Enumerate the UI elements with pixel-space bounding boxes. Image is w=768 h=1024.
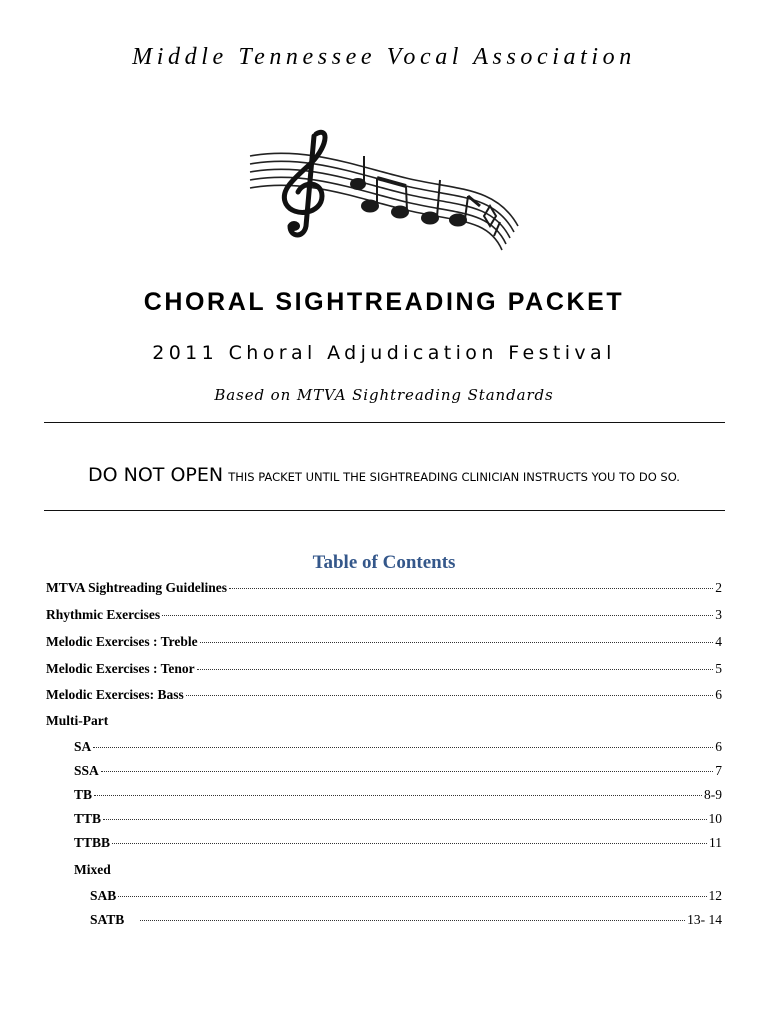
toc-entry[interactable] — [46, 607, 722, 623]
warning-notice — [0, 464, 768, 486]
packet-title: CHORAL SIGHTREADING PACKET — [143, 288, 625, 316]
toc-entry-page: 6 — [715, 687, 722, 702]
toc-entry[interactable] — [90, 888, 722, 904]
toc-entry-page: 7 — [715, 763, 722, 778]
toc-leader — [118, 896, 706, 897]
toc-leader — [140, 920, 685, 921]
toc-leader — [197, 669, 714, 670]
toc-entry-label: SA — [74, 739, 92, 754]
toc-entry[interactable] — [74, 835, 722, 851]
toc-entry-page: 10 — [708, 811, 722, 826]
festival-subtitle: 2011 Choral Adjudication Festival — [152, 342, 616, 364]
toc-entry[interactable] — [46, 661, 722, 677]
toc-leader — [200, 642, 714, 643]
toc-entry-label: TB — [74, 787, 93, 802]
toc-section-mixed: Mixed — [74, 862, 111, 877]
toc-entry-label: Melodic Exercises: Bass — [46, 687, 184, 702]
toc-entry-label: TTBB — [74, 835, 111, 850]
music-staff-treble-clef-icon — [246, 126, 526, 254]
toc-entry-page: 11 — [709, 835, 722, 850]
toc-entry[interactable] — [74, 787, 722, 803]
toc-entry[interactable] — [46, 634, 722, 650]
toc-leader — [186, 695, 714, 696]
toc-entry[interactable] — [46, 687, 722, 703]
divider-top — [44, 422, 725, 423]
toc-entry-page: 8-9 — [704, 787, 722, 802]
toc-leader — [94, 795, 702, 796]
toc-section-multipart: Multi-Part — [46, 713, 109, 728]
toc-entry[interactable] — [74, 763, 722, 779]
toc-leader — [229, 588, 713, 589]
toc-entry-label: SATB — [90, 912, 125, 927]
toc-entry[interactable] — [90, 912, 722, 928]
toc-entry[interactable] — [46, 580, 722, 596]
notice-emphasis: DO NOT OPEN — [88, 464, 224, 486]
toc-entry-page: 2 — [715, 580, 722, 595]
toc-entry-label: SAB — [90, 888, 117, 903]
toc-entry-label: SSA — [74, 763, 99, 778]
toc-leader — [101, 771, 713, 772]
toc-leader — [103, 819, 706, 820]
toc-entry-label: Melodic Exercises : Tenor — [46, 661, 195, 676]
toc-leader — [162, 615, 713, 616]
toc-leader — [112, 843, 707, 844]
toc-leader — [93, 747, 713, 748]
toc-entry-label: MTVA Sightreading Guidelines — [46, 580, 228, 595]
toc-entry-page: 6 — [715, 739, 722, 754]
toc-entry-label: TTB — [74, 811, 102, 826]
toc-entry-page: 5 — [715, 661, 722, 676]
toc-entry[interactable] — [74, 811, 722, 827]
toc-entry-page: 4 — [715, 634, 722, 649]
toc-entry[interactable] — [74, 739, 722, 755]
notice-text: THIS PACKET UNTIL THE SIGHTREADING CLINICIAN INSTRUCTS YOU TO DO SO. — [228, 470, 680, 484]
organization-name: Middle Tennessee Vocal Association — [132, 44, 636, 70]
divider-bottom — [44, 510, 725, 511]
standards-note: Based on MTVA Sightreading Standards — [214, 386, 554, 404]
toc-entry-label: Melodic Exercises : Treble — [46, 634, 198, 649]
toc-entry-page: 12 — [708, 888, 722, 903]
toc-entry-page: 13- 14 — [687, 912, 722, 927]
toc-entry-label: Rhythmic Exercises — [46, 607, 161, 622]
toc-entry-page: 3 — [715, 607, 722, 622]
toc-heading: Table of Contents — [312, 552, 456, 573]
